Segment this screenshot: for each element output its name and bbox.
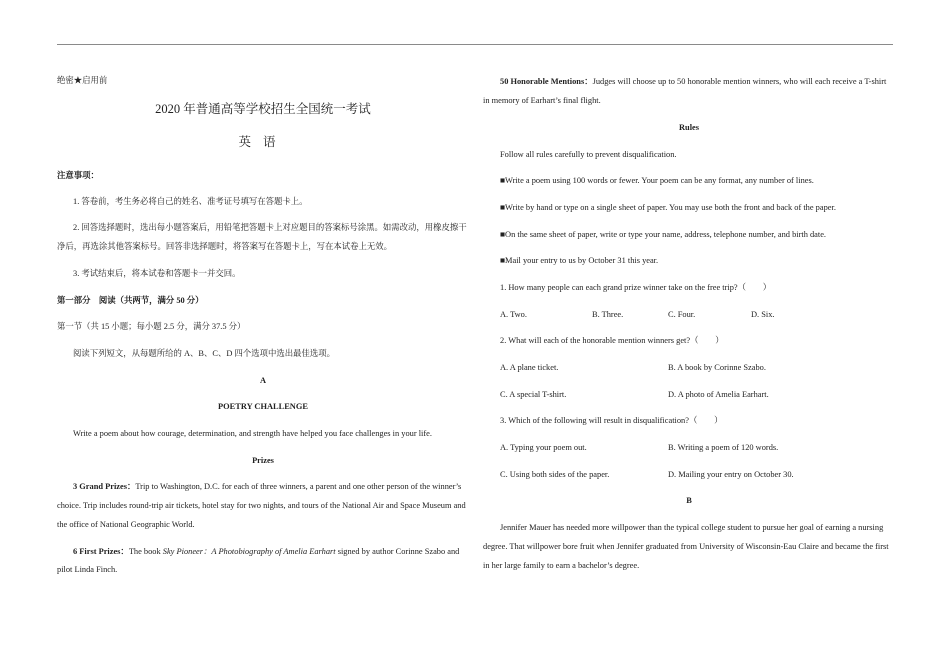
secret-label: 绝密★启用前 [57,76,108,85]
q1-option-b[interactable]: B. Three. [592,310,624,319]
q1-option-a[interactable]: A. Two. [500,310,527,319]
question-1: 1. How many people can each grand prize winner take on the free trip?（ ） [500,283,772,292]
first-prizes-line-2: pilot Linda Finch. [57,565,118,574]
note-2-line-1: 2. 回答选择题时，选出每小题答案后，用铅笔把答题卡上对应题目的答案标号涂黑。如需改动，用橡皮擦干 [73,223,467,232]
rule-4: ■Mail your entry to us by October 31 this year. [500,256,659,265]
first-prizes-line-1 [73,546,485,557]
poetry-intro: Write a poem about how courage, determination, and strength have helped you face challenges in your life. [73,429,432,438]
subject-title: 英语 [238,135,288,149]
passage-b-label: B [686,496,692,505]
q2-option-a[interactable]: A. A plane ticket. [500,363,559,372]
passage-b-line-2: degree. That willpower bore fruit when Jennifer graduated from University of Wisconsin-Eau Claire and became the first [483,542,889,551]
rule-2: ■Write by hand or type on a single sheet of paper. You may use both the front and back of the paper. [500,203,836,212]
honorable-text: Judges will choose up to 50 honorable mention winners, who will each receive a T-shirt [592,77,887,86]
honorable-line-2: in memory of Earhart’s final flight. [483,96,601,105]
q1-option-d[interactable]: D. Six. [751,310,775,319]
rules-intro: Follow all rules carefully to prevent disqualification. [500,150,677,159]
q3-option-c[interactable]: C. Using both sides of the paper. [500,470,610,479]
passage-b-line-3: in her large family to earn a bachelor’s degree. [483,561,640,570]
passage-a-label: A [259,376,267,385]
first-prizes-label: 6 First Prizes： [73,547,129,556]
q2-option-b[interactable]: B. A book by Corinne Szabo. [668,363,766,372]
grand-prizes-text: Trip to Washington, D.C. for each of three winners, a parent and one other person of the winner’s [135,482,462,491]
grand-prizes-line-2: choice. Trip includes round-trip air tickets, hotel stay for two nights, and tours of the National Air and Space Museum and [57,501,466,510]
note-2-line-2: 净后，再选涂其他答案标号。回答非选择题时，将答案写在答题卡上，写在本试卷上无效。 [57,242,392,251]
rule-1: ■Write a poem using 100 words or fewer. Your poem can be any format, any number of lines. [500,176,814,185]
q3-option-b[interactable]: B. Writing a poem of 120 words. [668,443,779,452]
part-one-heading: 第一部分 阅读（共两节，满分 50 分） [57,296,204,305]
honorable-line-1 [500,76,912,87]
first-prizes-book-title: Sky Pioneer：A Photobiography of Amelia Earhart [162,547,336,556]
question-3: 3. Which of the following will result in disqualification?（ ） [500,416,723,425]
grand-prizes-label: 3 Grand Prizes： [73,482,136,491]
note-3: 3. 考试结束后，将本试卷和答题卡一并交回。 [73,269,241,278]
question-2: 2. What will each of the honorable mention winners get?（ ） [500,336,724,345]
q2-option-d[interactable]: D. A photo of Amelia Earhart. [668,390,769,399]
q3-option-d[interactable]: D. Mailing your entry on October 30. [668,470,794,479]
note-1: 1. 答卷前，考生务必将自己的姓名、准考证号填写在答题卡上。 [73,197,308,206]
q1-option-c[interactable]: C. Four. [668,310,696,319]
rules-heading: Rules [678,123,699,132]
q2-option-c[interactable]: C. A special T-shirt. [500,390,567,399]
q3-option-a[interactable]: A. Typing your poem out. [500,443,587,452]
first-prizes-post: signed by author Corinne Szabo and [335,547,460,556]
prizes-heading: Prizes [252,456,274,465]
exam-title: 2020 年普通高等学校招生全国统一考试 [155,102,371,116]
first-prizes-pre: The book [128,547,163,556]
header-rule [57,44,893,45]
rule-3: ■On the same sheet of paper, write or type your name, address, telephone number, and birth date. [500,230,827,239]
poetry-challenge-title: POETRY CHALLENGE [218,402,308,411]
honorable-label: 50 Honorable Mentions： [500,77,593,86]
passage-b-line-1: Jennifer Mauer has needed more willpower than the typical college student to pursue her goal of earning a nursing [500,523,884,532]
notes-heading: 注意事项： [57,171,99,180]
section-one-heading: 第一节（共 15 小题；每小题 2.5 分，满分 37.5 分） [57,322,246,331]
reading-instruction: 阅读下列短文，从每题所给的 A、B、C、D 四个选项中选出最佳选项。 [73,349,335,358]
grand-prizes-line-1 [73,481,485,492]
grand-prizes-line-3: the office of National Geographic World. [57,520,195,529]
